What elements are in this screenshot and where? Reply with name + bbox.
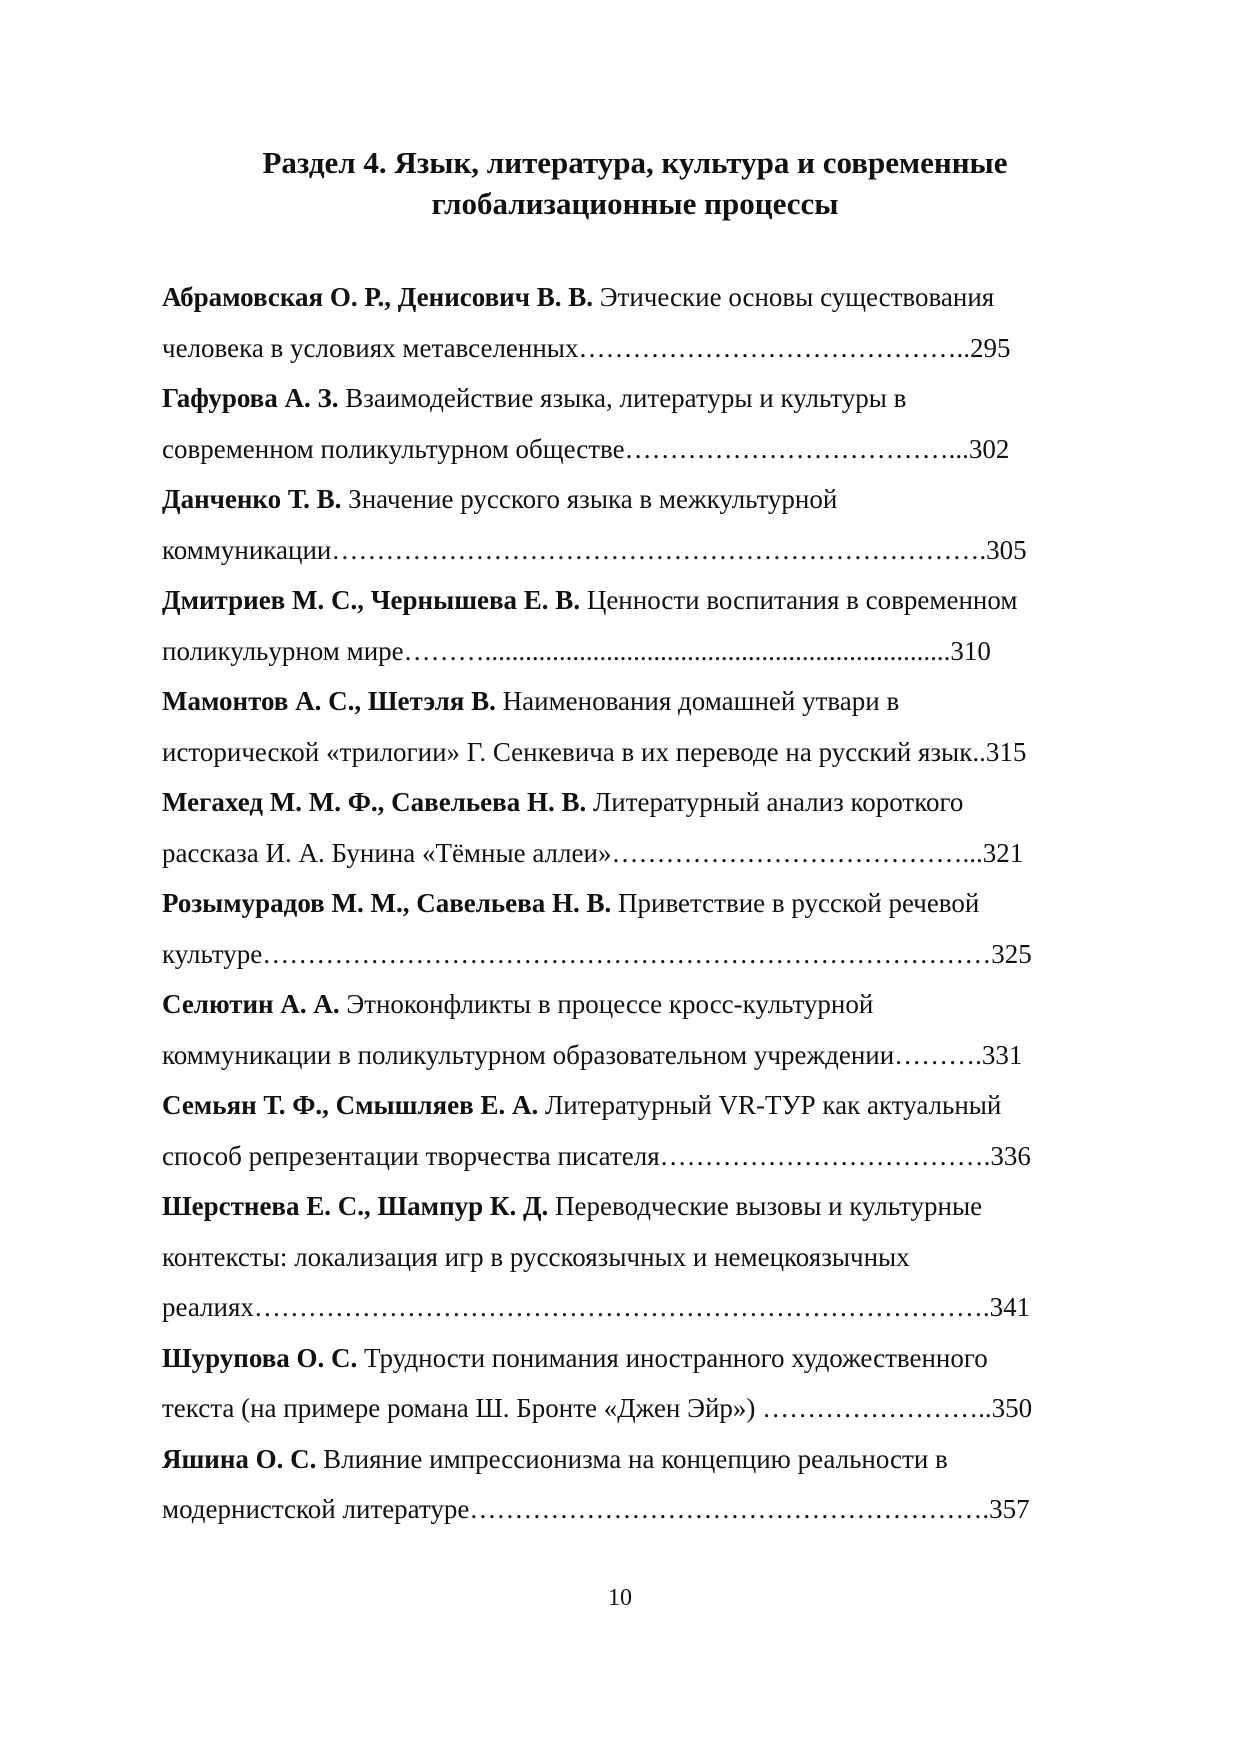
toc-entry-line [162,575,1102,626]
toc-entry [162,373,1102,474]
toc-entry-title: Этноконфликты в процессе кросс-культурной [346,989,874,1019]
toc-entry-title: Этические основы существования [599,282,995,312]
toc-entry [162,1181,1102,1333]
toc-entry-authors: Мамонтов А. С., Шетэля В. [162,686,496,716]
toc-entry-title: Ценности воспитания в современном [586,585,1018,615]
toc-entry-title: Приветствие в русской речевой [618,888,980,918]
toc-entry-title: Наименования домашней утвари в [502,686,900,716]
toc-entry-line: поликульурном мире……….....................................................................310 [162,635,991,666]
toc-entry [162,878,1102,979]
toc-entry-authors: Селютин А. А. [162,989,340,1019]
toc-entry-line: модернистской литературе………………………………………………….357 [162,1494,1030,1524]
toc-entry-authors: Гафурова А. З. [162,383,339,413]
toc-entry-title: Литературный VR-ТУР как актуальный [544,1090,1002,1120]
toc-entry-line [162,272,1102,323]
toc-entry-line: коммуникации в поликультурном образовательном учреждении……….331 [162,1039,1023,1070]
toc-entry-line [162,878,1102,929]
toc-entry [162,474,1102,575]
toc-entry-line: человека в условиях метавселенных……………………………………..295 [162,332,1011,363]
toc-entry-authors: Абрамовская О. Р., Денисович В. В. [162,282,593,312]
toc-entry [162,1333,1102,1434]
toc-entry-authors: Семьян Т. Ф., Смышляев Е. А. [162,1090,539,1120]
toc-entry [162,1080,1102,1181]
toc-entry-title: Переводческие вызовы и культурные [555,1191,983,1221]
toc-entry [162,1434,1102,1535]
toc-entry-line: культуре………………………………………………………………………325 [162,938,1032,969]
toc-entry-line: способ репрезентации творчества писателя……………………………….336 [162,1140,1031,1171]
toc-entry-authors: Данченко Т. В. [162,484,342,514]
toc-entry-authors: Розымурадов М. М., Савельева Н. В. [162,888,612,918]
toc-entry [162,979,1102,1080]
page-number: 10 [608,1585,632,1611]
toc-entry-line [162,676,1102,727]
toc-entry-line [162,474,1102,525]
toc-entry-line: рассказа И. А. Бунина «Тёмные аллеи»…………………………………...321 [162,837,1024,868]
toc-entry-line: реалиях……………………………………………………………………….341 [162,1292,1031,1322]
section-title [160,142,1110,224]
toc-entry-line [162,777,1102,828]
toc-entry-line [162,1080,1102,1131]
toc-entry [162,676,1102,777]
section-title-line: Раздел 4. Язык, литература, культура и современные [262,145,1008,180]
toc-entry-line: коммуникации……………………………………………………………….305 [162,534,1027,565]
toc-entry-authors: Дмитриев М. С., Чернышева Е. В. [162,585,581,615]
table-of-contents [162,272,1102,1535]
section-title-line: глобализационные процессы [431,186,839,221]
toc-entry-line [162,1434,1102,1485]
toc-entry-authors: Яшина О. С. [162,1443,317,1474]
toc-entry-authors: Шерстнева Е. С., Шампур К. Д. [162,1191,549,1221]
toc-entry-line [162,1181,1102,1232]
toc-entry-line: исторической «трилогии» Г. Сенкевича в их переводе на русский язык..315 [162,736,1027,767]
toc-entry-authors: Мегахед М. М. Ф., Савельева Н. В. [162,787,587,817]
toc-entry-line: текста (на примере романа Ш. Бронте «Джен Эйр») ……………………..350 [162,1393,1033,1423]
toc-entry-authors: Шурупова О. С. [162,1342,358,1373]
toc-entry-title: Взаимодействие языка, литературы и культуры в [345,383,907,413]
toc-entry-title: Трудности понимания иностранного художественного [364,1342,988,1373]
toc-entry-line [162,979,1102,1030]
toc-entry-line [162,1333,1102,1384]
toc-entry-line: современном поликультурном обществе………………………………...302 [162,433,1010,464]
toc-entry-line: контексты: локализация игр в русскоязычных и немецкоязычных [162,1241,910,1272]
toc-entry-line [162,373,1102,424]
toc-entry-title: Значение русского языка в межкультурной [348,484,838,514]
toc-entry [162,575,1102,676]
toc-entry-title: Литературный анализ короткого [592,787,964,817]
toc-entry-title: Влияние импрессионизма на концепцию реальности в [323,1443,948,1474]
toc-entry [162,272,1102,373]
toc-entry [162,777,1102,878]
